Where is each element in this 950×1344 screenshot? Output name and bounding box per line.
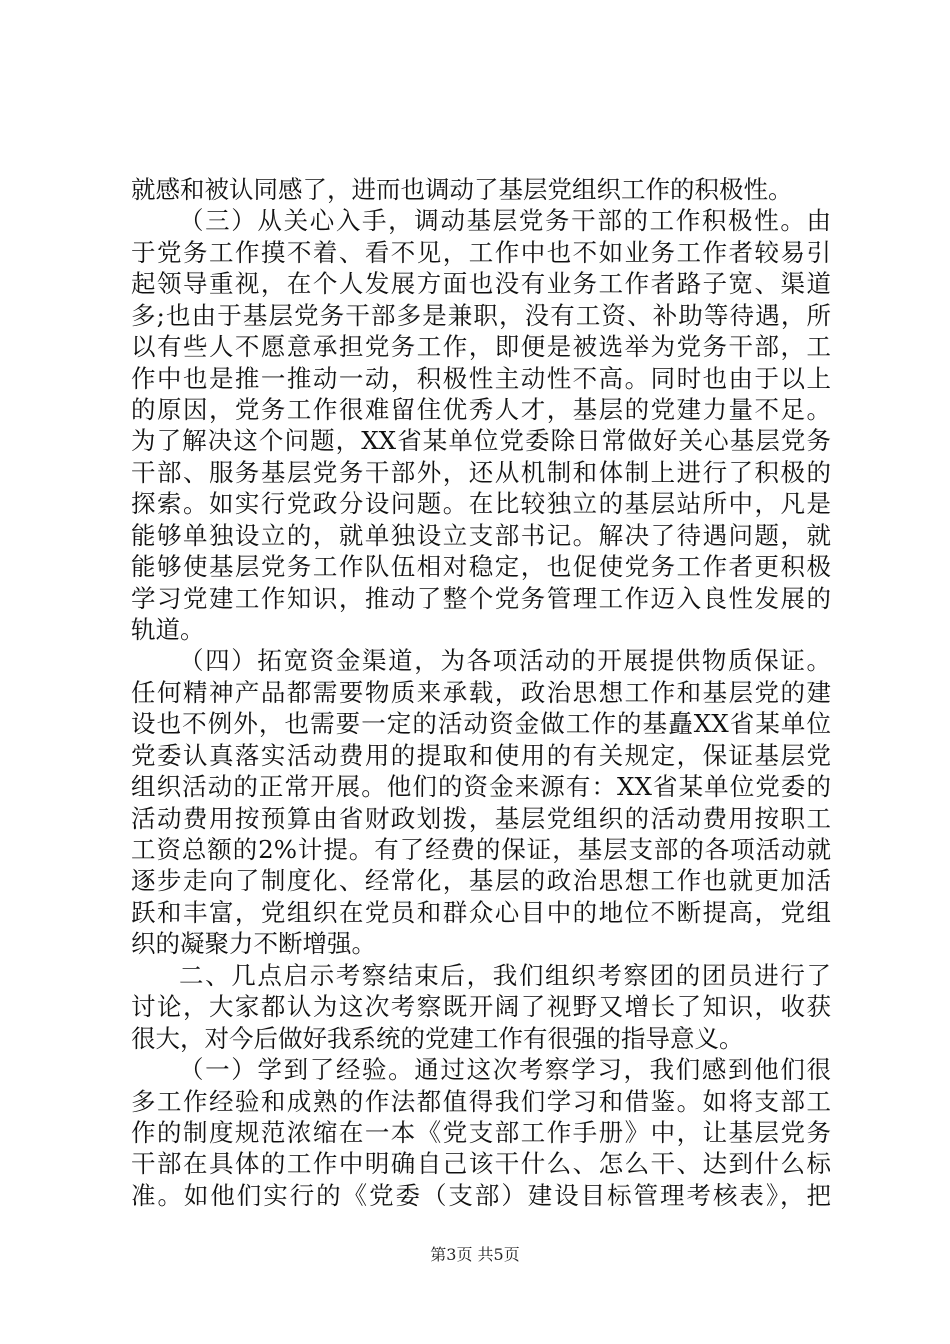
body-line: 多工作经验和成熟的作法都值得我们学习和借鉴。如将支部工 (131, 1087, 831, 1116)
body-line: （一）学到了经验。通过这次考察学习，我们感到他们很 (179, 1055, 831, 1084)
body-line: 的原因，党务工作很难留住优秀人才，基层的党建力量不足。 (131, 395, 831, 424)
body-line: 作中也是推一推动一动，积极性主动性不高。同时也由于以上 (131, 364, 831, 393)
body-line: 准。如他们实行的《党委（支部）建设目标管理考核表》，把 (131, 1181, 831, 1210)
body-line: 就感和被认同感了，进而也调动了基层党组织工作的积极性。 (131, 175, 793, 204)
body-line: 学习党建工作知识，推动了整个党务管理工作迈入良性发展的 (131, 584, 831, 613)
body-line: 讨论，大家都认为这次考察既开阔了视野又增长了知识，收获 (131, 992, 831, 1021)
body-line: 于党务工作摸不着、看不见，工作中也不如业务工作者较易引 (131, 238, 831, 267)
body-line: 织的凝聚力不断增强。 (131, 929, 376, 958)
body-line: 能够单独设立的，就单独设立支部书记。解决了待遇问题，就 (131, 521, 831, 550)
body-line: 干部在具体的工作中明确自己该干什么、怎么干、达到什么标 (131, 1149, 831, 1178)
body-line: 设也不例外，也需要一定的活动资金做工作的基矗XX省某单位 (131, 709, 831, 738)
body-line: 多;也由于基层党务干部多是兼职，没有工资、补助等待遇，所 (131, 301, 831, 330)
body-line: 探索。如实行党政分设问题。在比较独立的基层站所中，凡是 (131, 489, 831, 518)
body-line: 跃和丰富，党组织在党员和群众心目中的地位不断提高，党组 (131, 898, 831, 927)
body-line: 干部、服务基层党务干部外，还从机制和体制上进行了积极的 (131, 458, 831, 487)
body-line: 为了解决这个问题，XX省某单位党委除日常做好关心基层党务 (131, 426, 831, 455)
body-line: 逐步走向了制度化、经常化，基层的政治思想工作也就更加活 (131, 866, 831, 895)
body-line: 以有些人不愿意承担党务工作，即便是被选举为党务干部，工 (131, 332, 831, 361)
body-line: 组织活动的正常开展。他们的资金来源有：XX省某单位党委的 (131, 772, 831, 801)
body-line: 活动费用按预算由省财政划拨，基层党组织的活动费用按职工 (131, 804, 831, 833)
body-line: 党委认真落实活动费用的提取和使用的有关规定，保证基层党 (131, 741, 831, 770)
page-footer: 第3页 共5页 (430, 1245, 520, 1264)
body-line: 轨道。 (131, 615, 205, 644)
body-line: 能够使基层党务工作队伍相对稳定，也促使党务工作者更积极 (131, 552, 831, 581)
body-line: 作的制度规范浓缩在一本《党支部工作手册》中，让基层党务 (131, 1118, 831, 1147)
body-line: 起领导重视，在个人发展方面也没有业务工作者路子宽、渠道 (131, 269, 831, 298)
body-line: （四）拓宽资金渠道，为各项活动的开展提供物质保证。 (179, 646, 831, 675)
body-line: （三）从关心入手，调动基层党务干部的工作积极性。由 (179, 206, 831, 235)
body-line: 工资总额的2%计提。有了经费的保证，基层支部的各项活动就 (131, 835, 831, 864)
body-line: 很大，对今后做好我系统的党建工作有很强的指导意义。 (131, 1024, 744, 1053)
body-line: 二、几点启示考察结束后，我们组织考察团的团员进行了 (179, 961, 831, 990)
body-line: 任何精神产品都需要物质来承载，政治思想工作和基层党的建 (131, 678, 831, 707)
